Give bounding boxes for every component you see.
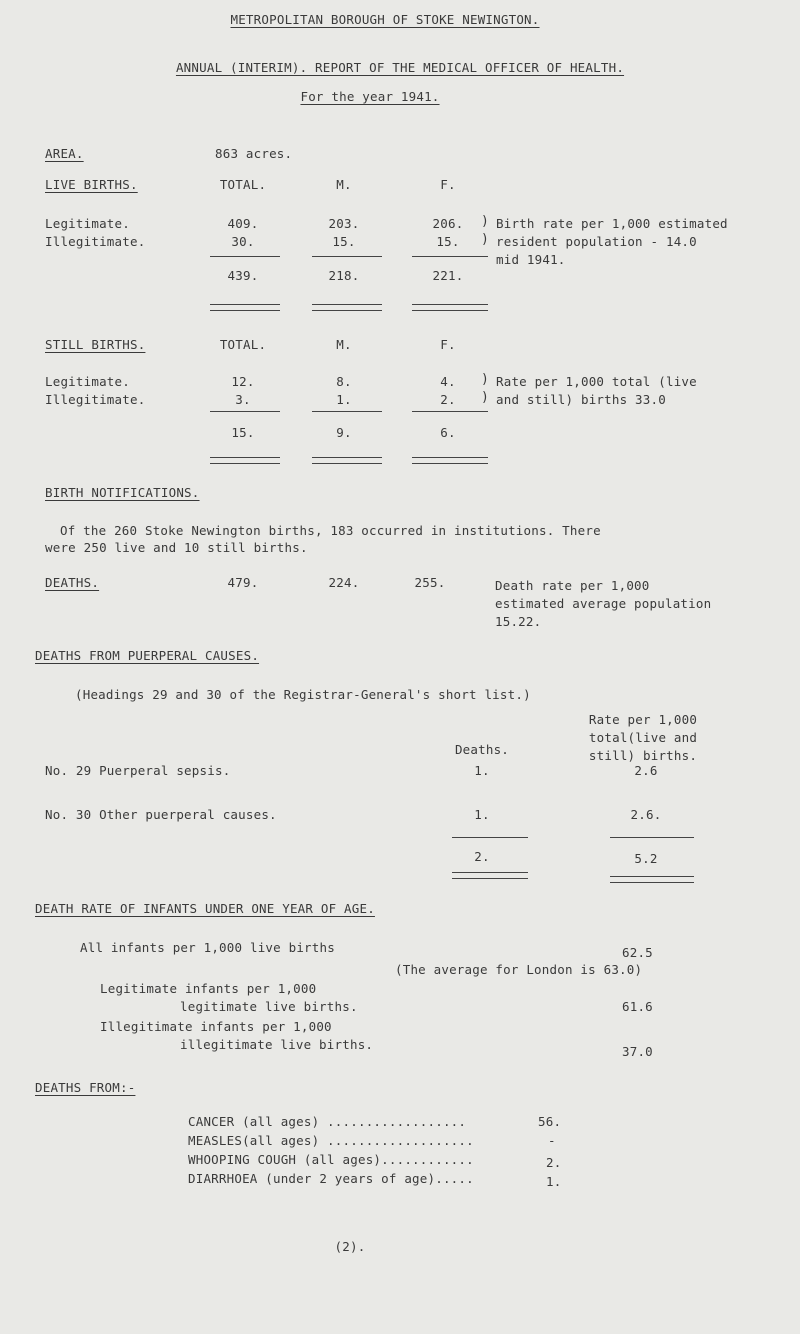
live-illegit-f: 15. [436, 234, 460, 249]
puerperal-rate-header-2: total(live and [588, 730, 698, 745]
deaths-m: 224. [328, 575, 360, 590]
infant-legit-value: 61.6 [622, 999, 653, 1014]
deaths-label: DEATHS. [45, 575, 100, 590]
area-value: 863 acres. [215, 146, 293, 161]
double-rule [312, 457, 382, 464]
infant-legit-label-1: Legitimate infants per 1,000 [100, 981, 317, 996]
double-rule [412, 457, 488, 464]
live-births-header-f: F. [440, 177, 456, 192]
brace: ) [481, 390, 489, 405]
live-births-note-2: resident population - 14.0 [496, 234, 697, 249]
still-births-header-total: TOTAL. [219, 337, 267, 352]
deaths-from-measles-value: - [548, 1133, 556, 1148]
puerperal-rate-header-3: still) births. [588, 748, 698, 763]
deaths-from-measles-label: MEASLES(all ages) ................... [188, 1133, 474, 1148]
live-births-label: LIVE BIRTHS. [45, 177, 138, 192]
live-births-note-3: mid 1941. [496, 252, 566, 267]
infant-london-note: (The average for London is 63.0) [395, 962, 643, 977]
borough-title: METROPOLITAN BOROUGH OF STOKE NEWINGTON. [230, 12, 540, 27]
deaths-from-whooping-label: WHOOPING COUGH (all ages)............ [188, 1152, 474, 1167]
still-illegit-f: 2. [440, 392, 456, 407]
brace: ) [481, 214, 489, 229]
double-rule [210, 304, 280, 311]
live-total-total: 439. [227, 268, 259, 283]
area-label: AREA. [45, 146, 84, 161]
live-illegit-total: 30. [231, 234, 255, 249]
live-legit-f: 206. [432, 216, 464, 231]
puerperal-row-2-deaths: 1. [474, 807, 490, 822]
deaths-from-cancer-value: 56. [538, 1114, 562, 1129]
live-legit-m: 203. [328, 216, 360, 231]
puerperal-rate-header-1: Rate per 1,000 [588, 712, 698, 727]
infant-all-label: All infants per 1,000 live births [80, 940, 335, 955]
rule [412, 256, 488, 257]
deaths-from-whooping-value: 2. [546, 1155, 562, 1170]
live-total-f: 221. [432, 268, 464, 283]
still-births-note-2: and still) births 33.0 [496, 392, 666, 407]
puerperal-row-2-label: No. 30 Other puerperal causes. [45, 807, 277, 822]
birth-notifications-text-1: Of the 260 Stoke Newington births, 183 occurred in institutions. There [60, 523, 601, 538]
report-year: For the year 1941. [300, 89, 440, 104]
puerperal-label: DEATHS FROM PUERPERAL CAUSES. [35, 648, 260, 663]
deaths-from-diarrhoea-value: 1. [546, 1174, 562, 1189]
birth-notifications-text-2: were 250 live and 10 still births. [45, 540, 308, 555]
rule [452, 837, 528, 838]
brace: ) [481, 232, 489, 247]
still-illegit-total: 3. [235, 392, 251, 407]
still-total-m: 9. [336, 425, 352, 440]
rule [210, 256, 280, 257]
puerperal-row-1-rate: 2.6 [634, 763, 658, 778]
double-rule [312, 304, 382, 311]
live-legit-total: 409. [227, 216, 259, 231]
double-rule [452, 872, 528, 879]
live-illegit-label: Illegitimate. [45, 234, 146, 249]
rule [312, 256, 382, 257]
double-rule [412, 304, 488, 311]
brace: ) [481, 372, 489, 387]
report-title: ANNUAL (INTERIM). REPORT OF THE MEDICAL OFFICER OF HEALTH. [175, 60, 625, 75]
live-births-header-m: M. [336, 177, 352, 192]
puerperal-row-2-rate: 2.6. [630, 807, 662, 822]
live-legit-label: Legitimate. [45, 216, 130, 231]
infant-all-value: 62.5 [622, 945, 653, 960]
page-number: (2). [334, 1239, 366, 1254]
infant-illegit-label-2: illegitimate live births. [180, 1037, 374, 1052]
puerperal-row-1-label: No. 29 Puerperal sepsis. [45, 763, 231, 778]
rule [210, 411, 280, 412]
puerperal-total-rate: 5.2 [634, 851, 658, 866]
still-births-label: STILL BIRTHS. [45, 337, 146, 352]
live-illegit-m: 15. [332, 234, 356, 249]
puerperal-total-deaths: 2. [474, 849, 490, 864]
still-legit-f: 4. [440, 374, 456, 389]
still-legit-m: 8. [336, 374, 352, 389]
live-total-m: 218. [328, 268, 360, 283]
still-births-header-f: F. [440, 337, 456, 352]
double-rule [610, 876, 694, 883]
puerperal-row-1-deaths: 1. [474, 763, 490, 778]
live-births-header-total: TOTAL. [219, 177, 267, 192]
deaths-f: 255. [414, 575, 446, 590]
puerperal-deaths-header: Deaths. [454, 742, 510, 757]
still-illegit-label: Illegitimate. [45, 392, 146, 407]
still-total-total: 15. [231, 425, 255, 440]
deaths-from-label: DEATHS FROM:- [35, 1080, 136, 1095]
deaths-from-diarrhoea-label: DIARRHOEA (under 2 years of age)..... [188, 1171, 474, 1186]
birth-notifications-label: BIRTH NOTIFICATIONS. [45, 485, 200, 500]
deaths-note-3: 15.22. [495, 614, 542, 629]
still-legit-total: 12. [231, 374, 255, 389]
infant-legit-label-2: legitimate live births. [180, 999, 358, 1014]
deaths-note-2: estimated average population [495, 596, 712, 611]
rule [412, 411, 488, 412]
rule [610, 837, 694, 838]
infant-illegit-value: 37.0 [622, 1044, 653, 1059]
still-illegit-m: 1. [336, 392, 352, 407]
deaths-from-cancer-label: CANCER (all ages) .................. [188, 1114, 467, 1129]
infant-illegit-label-1: Illegitimate infants per 1,000 [100, 1019, 332, 1034]
still-births-note-1: Rate per 1,000 total (live [496, 374, 697, 389]
deaths-note-1: Death rate per 1,000 [495, 578, 650, 593]
infant-deaths-label: DEATH RATE OF INFANTS UNDER ONE YEAR OF AGE. [35, 901, 375, 916]
still-births-header-m: M. [336, 337, 352, 352]
deaths-total: 479. [227, 575, 259, 590]
still-total-f: 6. [440, 425, 456, 440]
double-rule [210, 457, 280, 464]
puerperal-subheading: (Headings 29 and 30 of the Registrar-General's short list.) [75, 687, 531, 702]
rule [312, 411, 382, 412]
live-births-note-1: Birth rate per 1,000 estimated [496, 216, 728, 231]
still-legit-label: Legitimate. [45, 374, 130, 389]
